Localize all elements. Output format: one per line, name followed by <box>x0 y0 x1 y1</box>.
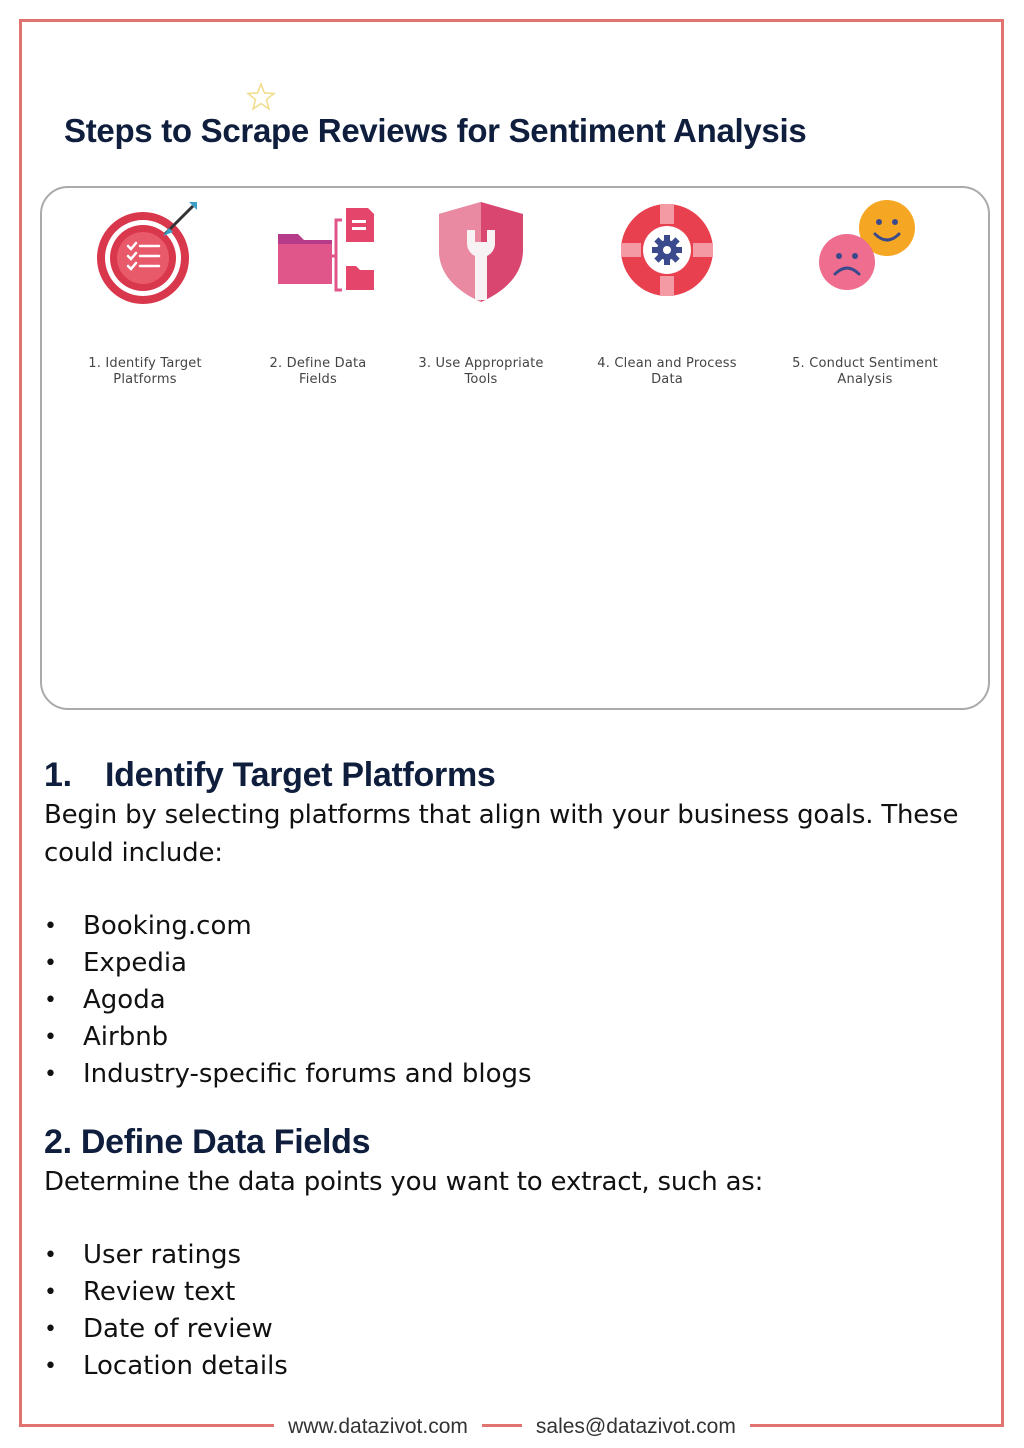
step-use-appropriate-tools <box>406 200 556 388</box>
star-icon <box>246 82 276 112</box>
sentiment-faces-icon <box>805 200 925 310</box>
section-number: 1. <box>44 756 72 794</box>
section2-intro: Determine the data points you want to extract, such as: <box>44 1167 764 1197</box>
list-item: • User ratings <box>44 1237 288 1274</box>
step-label-line2: Data <box>651 372 683 387</box>
step-define-data-fields <box>243 200 393 388</box>
shield-wrench-icon <box>421 200 541 310</box>
section-heading-identify-target-platforms <box>44 756 496 795</box>
list-item: • Expedia <box>44 945 532 982</box>
email-link[interactable]: sales@datazivot.com <box>522 1415 750 1439</box>
page-title: Steps to Scrape Reviews for Sentiment Analysis <box>64 112 807 149</box>
target-checklist-icon <box>85 200 205 310</box>
list-item: • Airbnb <box>44 1019 532 1056</box>
list-item: • Industry-specific forums and blogs <box>44 1056 532 1093</box>
list-item: • Location details <box>44 1348 288 1385</box>
step-label-line1: 4. Clean and Process <box>597 356 737 371</box>
page-footer <box>0 1412 1024 1442</box>
section-heading-text: Identify Target Platforms <box>105 756 496 794</box>
step-conduct-sentiment-analysis <box>790 200 940 388</box>
step-label-line2: Analysis <box>837 372 893 387</box>
step-clean-and-process-data <box>592 200 742 388</box>
platform-list <box>44 908 532 1093</box>
step-label-line1: 5. Conduct Sentiment <box>792 356 938 371</box>
step-label-line1: 3. Use Appropriate <box>418 356 544 371</box>
step-identify-target-platforms <box>70 200 220 388</box>
step-label-line1: 1. Identify Target <box>88 356 202 371</box>
data-fields-list <box>44 1237 288 1385</box>
list-item: • Agoda <box>44 982 532 1019</box>
step-label-line2: Fields <box>299 372 337 387</box>
step-label-line2: Platforms <box>113 372 177 387</box>
website-link[interactable]: www.datazivot.com <box>274 1415 482 1439</box>
step-label-line1: 2. Define Data <box>269 356 367 371</box>
step-label-line2: Tools <box>464 372 498 387</box>
list-item: • Date of review <box>44 1311 288 1348</box>
gear-badge-icon <box>607 200 727 310</box>
list-item: • Review text <box>44 1274 288 1311</box>
section-heading-define-data-fields: 2. Define Data Fields <box>44 1123 371 1161</box>
section1-intro: Begin by selecting platforms that align with your business goals. These could include: <box>44 800 959 868</box>
folder-documents-icon <box>258 200 378 310</box>
list-item: • Booking.com <box>44 908 532 945</box>
